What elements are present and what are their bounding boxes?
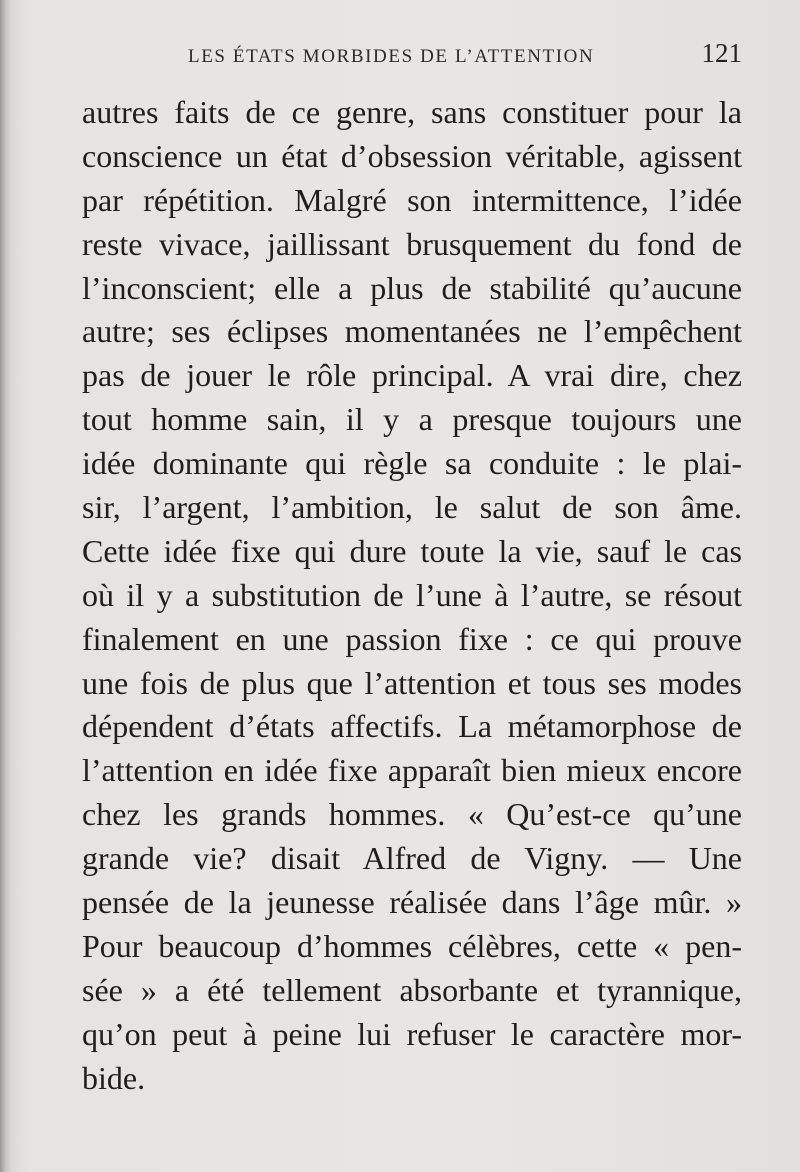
text-line: chez les grands hommes. « Qu’est-ce qu’une [82,796,742,833]
text-line: Cette idée fixe qui dure toute la vie, sauf le cas [82,532,742,569]
text-line: pensée de la jeunesse réalisée dans l’âge mûr. » [82,884,742,921]
text-line: Pour beaucoup d’hommes célèbres, cette « pen- [82,927,742,964]
page-spine-shadow [0,0,12,1172]
text-line: l’inconscient; elle a plus de stabilité qu’aucune [82,269,742,306]
text-line: tout homme sain, il y a presque toujours une [82,401,742,438]
text-line: sée » a été tellement absorbante et tyrannique, [82,971,742,1008]
running-title: LES ÉTATS MORBIDES DE L’ATTENTION [188,46,595,67]
text-line: idée dominante qui règle sa conduite : le plai- [82,445,742,482]
text-line: finalement en une passion fixe : ce qui prouve [82,620,742,657]
text-line: où il y a substitution de l’une à l’autre, se résout [82,576,742,613]
text-line: une fois de plus que l’attention et tous ses modes [82,664,742,701]
running-head [0,38,800,74]
body-text [82,91,742,1100]
text-line: par répétition. Malgré son intermittence, l’idée [82,181,742,218]
text-line: pas de jouer le rôle principal. A vrai dire, chez [82,357,742,394]
text-line: grande vie? disait Alfred de Vigny. — Une [82,840,742,877]
text-line: reste vivace, jaillissant brusquement du fond de [82,225,742,262]
text-line: l’attention en idée fixe apparaît bien mieux encore [82,752,742,789]
text-line: sir, l’argent, l’ambition, le salut de son âme. [82,489,742,526]
page-number: 121 [701,38,742,68]
text-line: qu’on peut à peine lui refuser le caractère mor- [82,1015,742,1052]
text-line: bide. [82,1059,146,1096]
text-line: autre; ses éclipses momentanées ne l’empêchent [82,313,742,350]
text-line: conscience un état d’obsession véritable, agissent [82,137,742,174]
text-line: dépendent d’états affectifs. La métamorphose de [82,708,742,745]
text-line: autres faits de ce genre, sans constituer pour la [82,94,742,130]
